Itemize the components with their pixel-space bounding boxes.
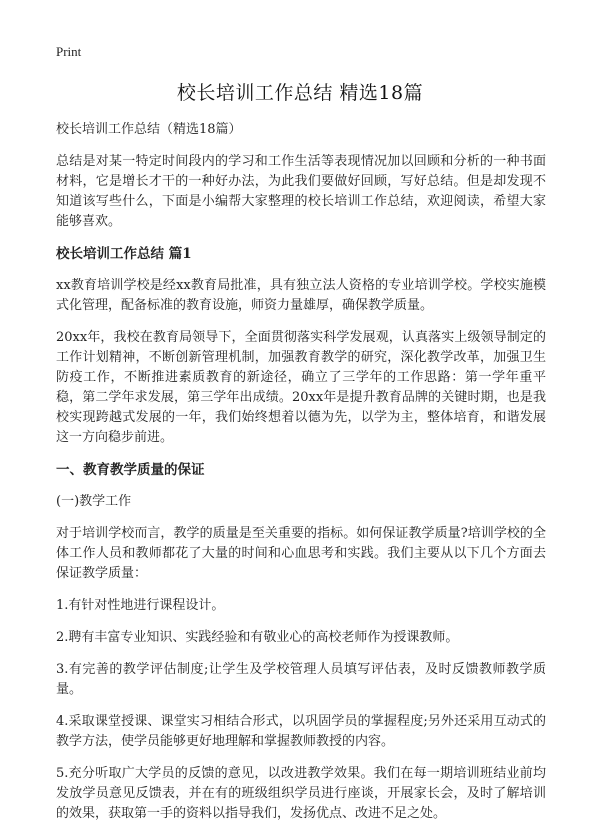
intro-paragraph: 总结是对某一特定时间段内的学习和工作生活等表现情况加以回顾和分析的一种书面材料，它是增长才干的一种好办法，为此我们要做好回顾，写好总结。但是却发现不知道该写些什么，下面是小编帮大家整理的校长培训工作总结，欢迎阅读，希望大家能够喜欢。 bbox=[56, 154, 546, 229]
list-item: 5.充分听取广大学员的反馈的意见，以改进教学效果。我们在每一期培训班结业前均发放学员意见反馈表，并在有的班级组织学员进行座谈，开展家长会，及时了解培训的效果，获取第一手的资料以指导我们，发扬优点、改进不足之处。 bbox=[56, 766, 546, 821]
paragraph-yearly-work: 20xx年，我校在教育局领导下，全面贯彻落实科学发展观，认真落实上级领导制定的工作计划精神，不断创新管理机制，加强教育教学的研究，深化教学改革，加强卫生防疫工作，不断推进素质教育的新途径，确立了三学年的工作思路：第一学年重平稳，第二学年求发展，第三学年出成绩。20xx年是提升教育品牌的关键时期，也是我校实现跨越式发展的一年，我们始终想着以德为先，以学为主，整体培育，和谐发展这一方向稳步前进。 bbox=[56, 330, 546, 445]
section-heading: 校长培训工作总结 篇1 bbox=[56, 246, 192, 262]
print-link[interactable]: Print bbox=[56, 44, 82, 59]
paragraph-school-intro: xx教育培训学校是经xx教育局批准，具有独立法人资格的专业培训学校。学校实施模式化管理，配备标准的教育设施，师资力量雄厚，确保教学质量。 bbox=[56, 278, 546, 313]
list-item: 2.聘有丰富专业知识、实践经验和有敬业心的高校老师作为授课教师。 bbox=[56, 630, 459, 645]
document-subtitle: 校长培训工作总结（精选18篇） bbox=[56, 122, 242, 137]
list-item: 3.有完善的教学评估制度;让学生及学校管理人员填写评估表，及时反馈教师教学质量。 bbox=[56, 662, 546, 697]
heading-teaching-quality: 一、教育教学质量的保证 bbox=[56, 462, 205, 478]
subheading-teaching-work: (一)教学工作 bbox=[56, 494, 132, 509]
list-item: 1.有针对性地进行课程设计。 bbox=[56, 598, 225, 613]
page-title: 校长培训工作总结 精选18篇 bbox=[176, 82, 424, 104]
paragraph-quality-methods: 对于培训学校而言，教学的质量是至关重要的指标。如何保证教学质量?培训学校的全体工作人员和教师都花了大量的时间和心血思考和实践。我们主要从以下几个方面去保证教学质量： bbox=[56, 526, 546, 581]
document-body bbox=[56, 120, 546, 836]
list-item: 4.采取课堂授课、课堂实习相结合形式，以巩固学员的掌握程度;另外还采用互动式的教学方法，使学员能够更好地理解和掌握教师教授的内容。 bbox=[56, 714, 546, 749]
